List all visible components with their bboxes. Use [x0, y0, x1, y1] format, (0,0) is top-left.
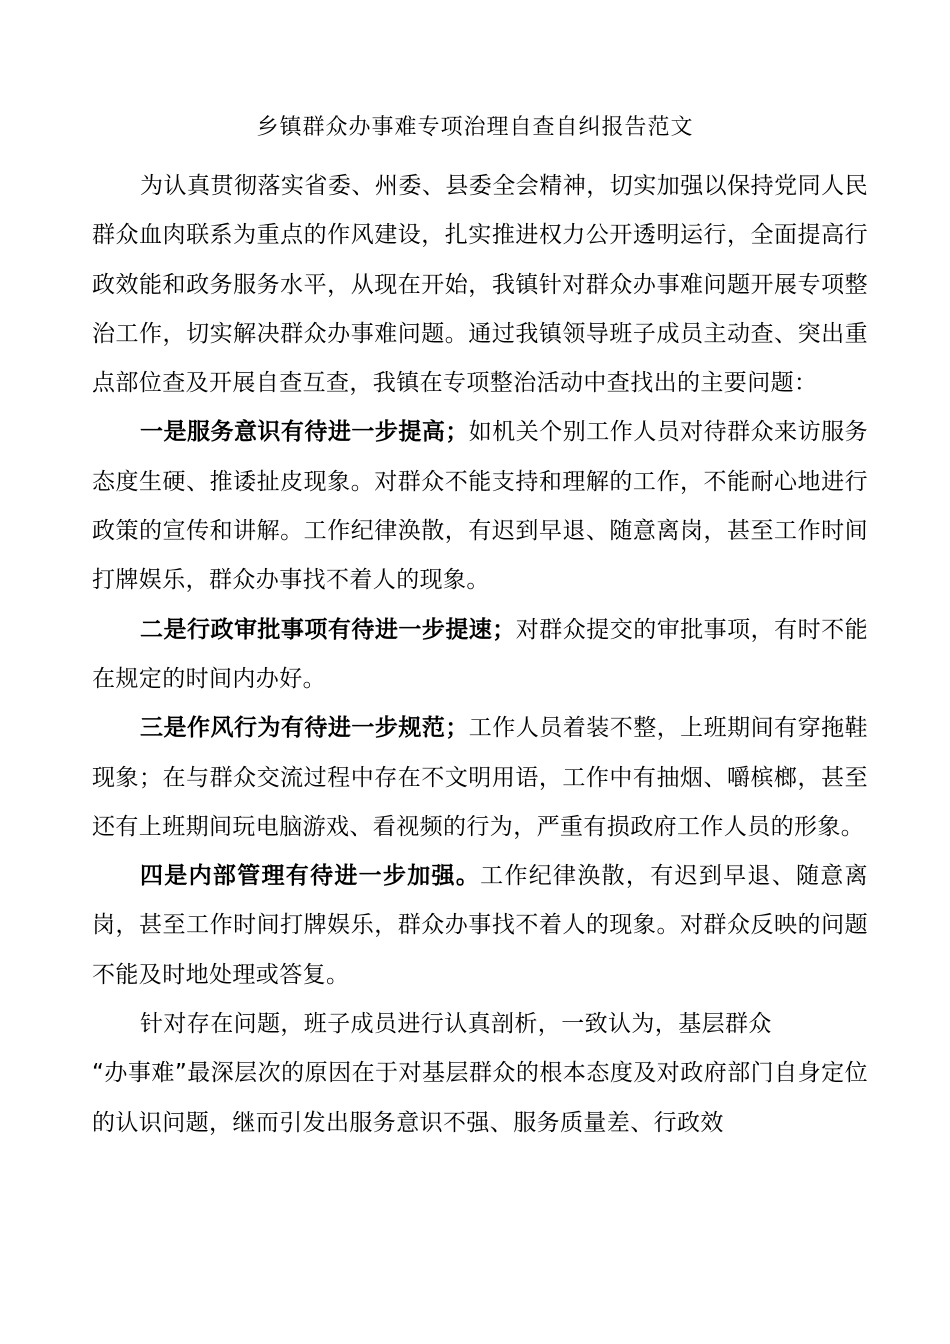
- paragraph-lead: 四是内部管理有待进一步加强。: [140, 863, 481, 890]
- paragraph-analysis: [92, 1000, 868, 1049]
- paragraph-issue-4: [92, 852, 868, 1000]
- document-title: 乡镇群众办事难专项治理自查自纠报告范文: [256, 115, 694, 140]
- paragraph-issue-2: [92, 606, 868, 705]
- paragraph-text: 为认真贯彻落实省委、州委、县委全会精神，切实加强以保持党同人民群众血肉联系为重点的作风建设，扎实推进权力公开透明运行，全面提高行政效能和政务服务水平，从现在开始，我镇针对群众办事难问题开展专项整治工作，切实解决群众办事难问题。通过我镇领导班子成员主动查、突出重点部位查及开展自查互查，我镇在专项整治活动中查找出的主要问题：: [92, 173, 868, 397]
- paragraph-text: 针对存在问题，班子成员进行认真剖析，一致认为，基层群众: [140, 1011, 772, 1038]
- paragraph-lead: 一是服务意识有待进一步提高；: [140, 419, 469, 446]
- paragraph-intro: [92, 162, 868, 408]
- paragraph-issue-1: [92, 408, 868, 605]
- paragraph-text: 工作纪律涣散，有迟到早退、随意离岗，甚至工作时间打牌娱乐，群众办事找不着人的现象。对群众反映的问题不能及时地处理或答复。: [92, 863, 868, 988]
- paragraph-text: “办事难”最深层次的原因在于对基层群众的根本态度及对政府部门自身定位的认识问题，继而引发出服务意识不强、服务质量差、行政效: [92, 1060, 868, 1136]
- paragraph-text: 如机关个别工作人员对待群众来访服务态度生硬、推诿扯皮现象。对群众不能支持和理解的工作，不能耐心地进行政策的宣传和讲解。工作纪律涣散，有迟到早退、随意离岗，甚至工作时间打牌娱乐，群众办事找不着人的现象。: [92, 419, 868, 594]
- paragraph-text: 对群众提交的审批事项，有时不能在规定的时间内办好。: [92, 616, 868, 692]
- paragraph-analysis-continued: [92, 1049, 868, 1148]
- paragraph-text: 工作人员着装不整，上班期间有穿拖鞋现象；在与群众交流过程中存在不文明用语，工作中有抽烟、嚼槟榔，甚至还有上班期间玩电脑游戏、看视频的行为，严重有损政府工作人员的形象。: [92, 715, 868, 840]
- document-body: [92, 162, 868, 1148]
- paragraph-lead: 三是作风行为有待进一步规范；: [140, 715, 469, 742]
- paragraph-issue-3: [92, 704, 868, 852]
- paragraph-lead: 二是行政审批事项有待进一步提速；: [140, 616, 516, 643]
